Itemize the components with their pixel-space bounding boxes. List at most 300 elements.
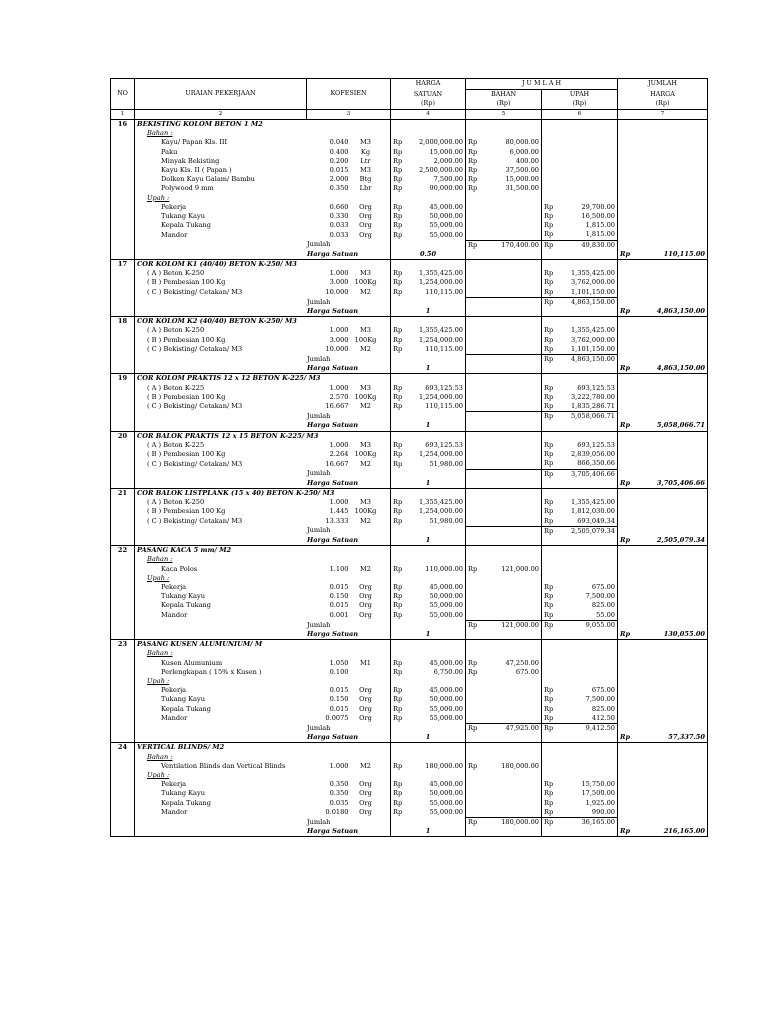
item-number: [111, 393, 135, 402]
labor-cost-cell: [542, 345, 618, 355]
coefficient-cell: [307, 611, 391, 621]
unit-label: Org: [359, 221, 372, 230]
currency-label: Rp: [544, 221, 554, 230]
item-description: Harga Satuan: [307, 629, 359, 638]
harga-satuan-row: [111, 479, 708, 489]
labor-cost-value: 825.00: [591, 601, 615, 610]
total-price-cell: [618, 753, 708, 762]
labor-cost-cell: [542, 297, 618, 307]
harga-satuan-row: [111, 827, 708, 837]
currency-label: Rp: [468, 658, 478, 667]
labor-cost-cell: [542, 421, 618, 431]
labor-cost-cell: [542, 677, 618, 686]
currency-label: Rp: [620, 364, 631, 373]
total-price-cell: [618, 695, 708, 704]
labor-cost-value: 15,750.00: [581, 780, 615, 789]
item-description: COR BALOK LISTPLANK (15 x 40) BETON K-250/ M3: [135, 488, 307, 498]
unit-price-cell: [391, 184, 466, 193]
material-cost-cell: [466, 753, 542, 762]
unit-price-value: 693,125.53: [425, 383, 463, 392]
material-cost-cell: [466, 194, 542, 203]
labor-cost-cell: [542, 459, 618, 469]
material-cost-cell: [466, 212, 542, 221]
coefficient-cell: [307, 166, 391, 175]
harga-satuan-row: [111, 250, 708, 260]
unit-price-cell: [391, 695, 466, 704]
unit-price-value: 1,254,000.00: [418, 392, 463, 401]
table-row: [111, 808, 708, 818]
table-row: [111, 194, 708, 203]
item-description: ( C ) Bekisting/ Cetakan/ M3: [147, 345, 243, 354]
unit-price-value: 1,355,425.00: [418, 498, 463, 507]
currency-label: Rp: [544, 807, 554, 816]
unit-price-cell: [391, 336, 466, 345]
unit-price-cell: [391, 194, 466, 203]
coefficient-cell: [307, 583, 391, 592]
labor-cost-cell: [542, 412, 618, 422]
labor-cost-cell: [542, 326, 618, 335]
total-price-cell: [618, 203, 708, 212]
labor-cost-cell: [542, 555, 618, 564]
labor-cost-cell: [542, 668, 618, 677]
item-description: Kayu Kls. II ( Papan ): [161, 166, 232, 174]
material-cost-cell: [466, 668, 542, 677]
labor-cost-value: 675.00: [591, 686, 615, 695]
labor-cost-value: 990.00: [591, 807, 615, 816]
unit-price-value: 1,254,000.00: [418, 450, 463, 459]
unit-label: Org: [359, 230, 372, 239]
unit-price-cell: [391, 517, 466, 527]
coefficient-value: 16.667: [325, 459, 349, 468]
labor-cost-cell: [542, 546, 618, 556]
labor-cost-value: 29,700.00: [581, 202, 615, 211]
item-number: [111, 714, 135, 724]
unit-label: Org: [359, 704, 372, 713]
item-number: [111, 808, 135, 818]
item-description: Harga Satuan: [307, 249, 359, 258]
currency-label: Rp: [393, 582, 403, 591]
item-number: [111, 799, 135, 808]
unit-price-cell: [391, 565, 466, 574]
unit-price-cell: [391, 780, 466, 789]
total-price-cell: [618, 269, 708, 278]
item-description: ( A ) Beton K-225: [147, 440, 205, 449]
unit-price-value: 45,000.00: [429, 686, 463, 695]
material-cost-cell: [466, 601, 542, 610]
unit-price-cell: [391, 175, 466, 184]
labor-cost-cell: [542, 441, 618, 450]
unit-price-cell: 1: [391, 630, 466, 640]
currency-label: Rp: [544, 713, 554, 722]
item-number: [111, 194, 135, 203]
item-title-row: [111, 431, 708, 441]
unit-price-value: 15,000.00: [429, 147, 463, 156]
unit-price-cell: [391, 317, 466, 327]
labor-cost-cell: [542, 686, 618, 695]
coefficient-value: 1.000: [329, 761, 349, 770]
labor-cost-cell: [542, 771, 618, 780]
table-row: [111, 677, 708, 686]
unit-price-value: 50,000.00: [429, 695, 463, 704]
item-description: ( B ) Pembesian 100 Kg: [147, 507, 226, 516]
item-number: [111, 536, 135, 546]
item-number: 20: [111, 431, 135, 441]
material-cost-cell: [466, 546, 542, 556]
item-number: [111, 469, 135, 479]
total-price-cell: [618, 536, 708, 546]
item-description: ( C ) Bekisting/ Cetakan/ M3: [147, 287, 243, 296]
table-row: [111, 212, 708, 221]
table-row: [111, 780, 708, 789]
header-uraian: URAIAN PEKERJAAN: [135, 79, 307, 110]
unit-label: Org: [359, 610, 372, 619]
total-price-cell: [618, 297, 708, 307]
labor-cost-cell: [542, 498, 618, 507]
table-row: [111, 184, 708, 193]
total-price-value: 4,863,150.00: [656, 364, 705, 373]
unit-label: M3: [360, 269, 371, 278]
total-price-cell: [618, 630, 708, 640]
analysis-table: [110, 78, 708, 837]
colnum-5: 5: [466, 109, 542, 119]
material-cost-cell: [466, 148, 542, 157]
coefficient-value: 0.150: [329, 695, 349, 704]
currency-label: Rp: [544, 326, 554, 335]
unit-price-cell: [391, 498, 466, 507]
unit-label: M3: [360, 326, 371, 335]
total-price-cell: [618, 649, 708, 658]
unit-price-cell: [391, 743, 466, 753]
header-jumlah-harga-3: (Rp): [618, 99, 708, 109]
currency-label: Rp: [393, 212, 403, 221]
item-number: [111, 212, 135, 221]
labor-cost-value: 5,058,066.71: [570, 412, 615, 421]
table-row: [111, 555, 708, 564]
labor-cost-value: 49,830.00: [581, 240, 615, 249]
item-number: [111, 288, 135, 298]
table-row: [111, 686, 708, 695]
material-cost-cell: [466, 326, 542, 335]
coefficient-cell: [307, 138, 391, 147]
coefficient-value: 1.000: [329, 269, 349, 278]
coefficient-cell: [307, 384, 391, 393]
coefficient-value: 0.001: [329, 610, 349, 619]
coefficient-value: 0.330: [329, 212, 349, 221]
currency-label: Rp: [544, 695, 554, 704]
unit-price-value: 51,980.00: [429, 459, 463, 468]
currency-label: Rp: [544, 592, 554, 601]
item-description: Harga Satuan: [307, 535, 359, 544]
currency-label: Rp: [544, 516, 554, 525]
unit-price-value: 55,000.00: [429, 798, 463, 807]
total-price-cell: [618, 230, 708, 240]
material-cost-cell: [466, 450, 542, 459]
harga-satuan-row: [111, 307, 708, 317]
unit-price-cell: [391, 297, 466, 307]
currency-label: Rp: [468, 240, 478, 249]
coefficient-cell: [307, 498, 391, 507]
labor-cost-cell: [542, 317, 618, 327]
unit-price-cell: [391, 611, 466, 621]
material-cost-cell: [466, 240, 542, 250]
item-description: ( C ) Bekisting/ Cetakan/ M3: [147, 459, 243, 468]
item-description: Upah :: [147, 193, 170, 202]
currency-label: Rp: [393, 658, 403, 667]
unit-label: M2: [360, 402, 371, 411]
currency-label: Rp: [393, 789, 403, 798]
material-cost-cell: [466, 488, 542, 498]
labor-cost-cell: [542, 753, 618, 762]
material-cost-value: 180,000.00: [501, 761, 539, 770]
item-description: Harga Satuan: [307, 421, 359, 430]
item-description: Pekerja: [161, 582, 187, 591]
total-price-cell: [618, 714, 708, 724]
item-number: [111, 780, 135, 789]
item-number: [111, 526, 135, 536]
coefficient-value: 0.350: [329, 184, 349, 193]
currency-label: Rp: [544, 240, 554, 249]
item-title-row: [111, 374, 708, 384]
total-price-cell: [618, 326, 708, 335]
header-no: NO: [111, 79, 135, 110]
item-number: [111, 230, 135, 240]
coefficient-value: 0.015: [329, 704, 349, 713]
header-jumlah-harga-1: JUMLAH: [618, 79, 708, 90]
table-row: [111, 345, 708, 355]
unit-price-cell: [391, 326, 466, 335]
coefficient-cell: [307, 221, 391, 230]
material-cost-cell: [466, 184, 542, 193]
table-row: [111, 592, 708, 601]
total-price-cell: [618, 574, 708, 583]
item-description: ( A ) Beton K-250: [147, 326, 205, 335]
unit-price-cell: 1: [391, 479, 466, 489]
labor-cost-cell: [542, 659, 618, 668]
item-description: Kepala Tukang: [161, 798, 211, 807]
item-number: [111, 278, 135, 287]
material-cost-cell: [466, 278, 542, 287]
total-price-cell: [618, 611, 708, 621]
currency-label: Rp: [620, 249, 631, 258]
currency-label: Rp: [544, 269, 554, 278]
total-price-cell: [618, 507, 708, 516]
harga-satuan-row: [111, 536, 708, 546]
currency-label: Rp: [544, 686, 554, 695]
item-number: [111, 250, 135, 260]
coefficient-cell: [307, 345, 391, 355]
material-cost-cell: [466, 479, 542, 489]
material-cost-cell: [466, 431, 542, 441]
total-price-cell: [618, 659, 708, 668]
labor-cost-value: 7,500.00: [585, 592, 615, 601]
labor-cost-value: 1,355,425.00: [570, 326, 615, 335]
material-cost-cell: [466, 565, 542, 574]
unit-price-cell: [391, 583, 466, 592]
currency-label: Rp: [544, 392, 554, 401]
header-kofesien: KOFESIEN: [307, 79, 391, 110]
unit-label: M1: [360, 658, 371, 667]
labor-cost-cell: [542, 714, 618, 724]
item-number: [111, 583, 135, 592]
material-cost-cell: [466, 498, 542, 507]
item-description: ( B ) Pembesian 100 Kg: [147, 450, 226, 459]
unit-price-cell: [391, 450, 466, 459]
material-cost-cell: [466, 250, 542, 260]
labor-cost-cell: [542, 733, 618, 743]
item-description: COR KOLOM K2 (40/40) BETON K-250/ M3: [135, 317, 307, 327]
harga-satuan-row: [111, 421, 708, 431]
table-row: [111, 565, 708, 574]
material-cost-cell: [466, 583, 542, 592]
total-price-cell: [618, 640, 708, 650]
coefficient-value: 0.040: [329, 138, 349, 147]
material-cost-cell: [466, 574, 542, 583]
table-row: [111, 157, 708, 166]
coefficient-cell: [307, 780, 391, 789]
labor-cost-cell: [542, 630, 618, 640]
unit-price-value: 45,000.00: [429, 780, 463, 789]
total-price-cell: [618, 166, 708, 175]
coefficient-value: 0.015: [329, 686, 349, 695]
material-cost-cell: [466, 762, 542, 771]
table-row: [111, 705, 708, 714]
coefficient-cell: [307, 695, 391, 704]
unit-price-cell: [391, 278, 466, 287]
item-number: [111, 723, 135, 733]
labor-cost-cell: [542, 762, 618, 771]
material-cost-value: 37,500.00: [505, 166, 539, 174]
material-cost-cell: [466, 507, 542, 516]
unit-label: M3: [360, 440, 371, 449]
currency-label: Rp: [393, 808, 403, 817]
item-number: [111, 818, 135, 828]
labor-cost-cell: [542, 536, 618, 546]
currency-label: Rp: [544, 498, 554, 507]
material-cost-cell: [466, 799, 542, 808]
labor-cost-cell: [542, 479, 618, 489]
currency-label: Rp: [393, 184, 403, 193]
item-description: ( B ) Pembesian 100 Kg: [147, 278, 226, 287]
material-cost-cell: [466, 592, 542, 601]
labor-cost-value: 2,505,079.34: [570, 526, 615, 535]
coefficient-cell: [307, 507, 391, 516]
unit-label: Lbr: [359, 184, 372, 193]
currency-label: Rp: [544, 723, 554, 732]
labor-cost-value: 866,350.66: [577, 459, 615, 468]
coefficient-value: 0.015: [329, 582, 349, 591]
coefficient-cell: [307, 799, 391, 808]
coefficient-cell: [307, 260, 391, 270]
coefficient-cell: [307, 789, 391, 798]
unit-price-cell: [391, 723, 466, 733]
material-cost-cell: [466, 526, 542, 536]
material-cost-cell: [466, 555, 542, 564]
table-row: [111, 695, 708, 704]
material-cost-cell: [466, 620, 542, 630]
currency-label: Rp: [468, 620, 478, 629]
material-cost-value: 121,000.00: [501, 620, 539, 629]
material-cost-cell: [466, 611, 542, 621]
labor-cost-value: 693,125.53: [577, 440, 615, 449]
item-number: [111, 686, 135, 695]
item-number: [111, 240, 135, 250]
item-number: [111, 649, 135, 658]
material-cost-cell: [466, 686, 542, 695]
unit-price-cell: [391, 677, 466, 686]
coefficient-cell: [307, 555, 391, 564]
item-description: Pekerja: [161, 780, 187, 789]
coefficient-value: 0.100: [329, 667, 349, 676]
labor-cost-cell: [542, 517, 618, 527]
labor-cost-cell: [542, 620, 618, 630]
unit-price-value: 55,000.00: [429, 230, 463, 239]
currency-label: Rp: [468, 667, 478, 676]
unit-price-value: 45,000.00: [429, 202, 463, 211]
total-price-cell: [618, 677, 708, 686]
total-price-cell: [618, 431, 708, 441]
total-price-cell: [618, 733, 708, 743]
item-title-row: [111, 488, 708, 498]
labor-cost-value: 1,101,150.00: [570, 344, 615, 353]
coefficient-cell: [307, 565, 391, 574]
labor-cost-cell: [542, 789, 618, 798]
currency-label: Rp: [620, 307, 631, 316]
unit-price-value: 1,254,000.00: [418, 335, 463, 344]
coefficient-cell: [307, 288, 391, 298]
coefficient-value: 0.033: [329, 230, 349, 239]
coefficient-value: 1.445: [329, 507, 349, 516]
table-row: [111, 714, 708, 724]
material-cost-value: 170,400.00: [501, 240, 539, 249]
coefficient-cell: [307, 546, 391, 556]
labor-cost-cell: [542, 240, 618, 250]
jumlah-row: [111, 818, 708, 828]
unit-price-cell: 1: [391, 536, 466, 546]
currency-label: Rp: [544, 526, 554, 535]
currency-label: Rp: [393, 392, 403, 401]
labor-cost-cell: [542, 488, 618, 498]
item-description: Jumlah: [307, 354, 331, 363]
item-number: [111, 565, 135, 574]
material-cost-cell: [466, 649, 542, 658]
unit-label: M2: [360, 287, 371, 296]
total-price-cell: [618, 148, 708, 157]
currency-label: Rp: [393, 269, 403, 278]
harga-satuan-row: [111, 630, 708, 640]
table-row: [111, 601, 708, 610]
labor-cost-cell: [542, 119, 618, 129]
total-price-cell: [618, 138, 708, 147]
unit-price-cell: [391, 148, 466, 157]
currency-label: Rp: [544, 383, 554, 392]
table-row: [111, 789, 708, 798]
total-price-cell: [618, 827, 708, 837]
labor-cost-cell: [542, 307, 618, 317]
unit-label: M2: [360, 459, 371, 468]
unit-price-value: 50,000.00: [429, 212, 463, 221]
coefficient-cell: [307, 574, 391, 583]
item-description: Upah :: [147, 771, 170, 779]
labor-cost-cell: [542, 336, 618, 345]
labor-cost-value: 3,762,000.00: [570, 335, 615, 344]
labor-cost-value: 3,705,406.66: [570, 469, 615, 478]
coefficient-cell: [307, 753, 391, 762]
item-title-row: [111, 260, 708, 270]
item-description: Kusen Alumunium: [161, 658, 223, 667]
unit-price-cell: [391, 714, 466, 724]
currency-label: Rp: [393, 326, 403, 335]
total-price-cell: [618, 336, 708, 345]
